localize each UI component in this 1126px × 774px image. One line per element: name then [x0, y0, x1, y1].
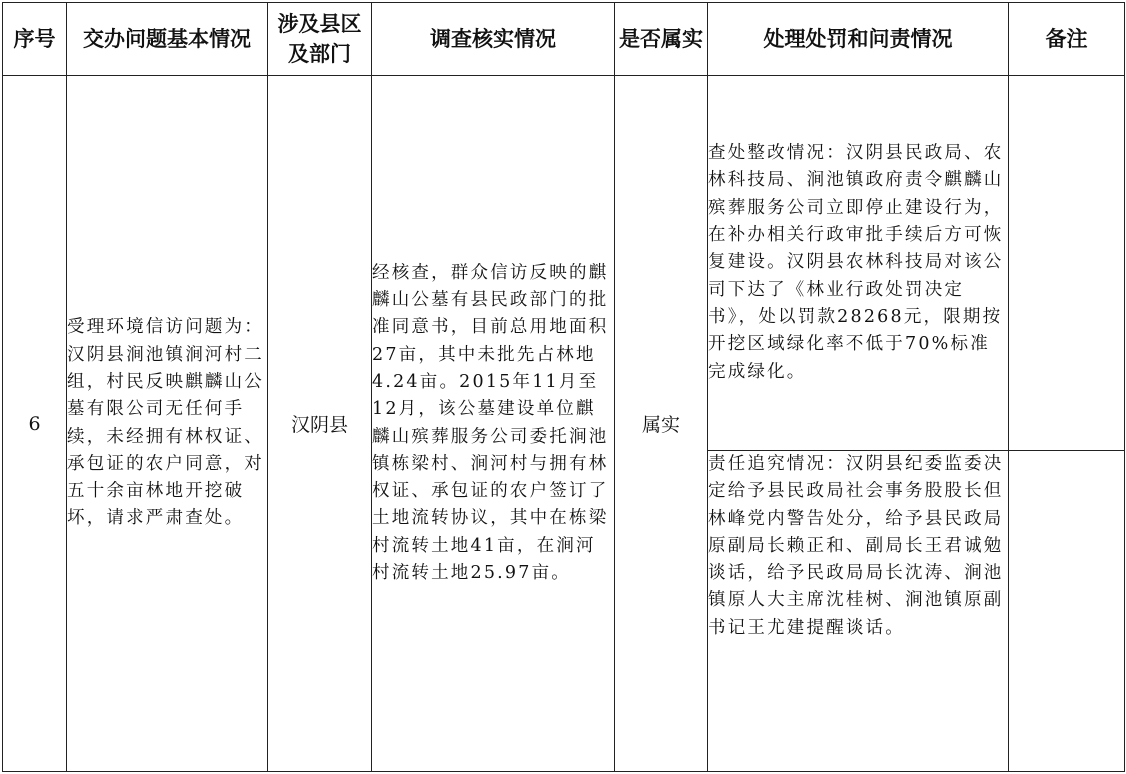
cell-dept: 汉阴县	[268, 76, 372, 772]
header-investigation: 调查核实情况	[372, 3, 615, 76]
cell-accountability: 责任追究情况：汉阴县纪委监委决定给予县民政局社会事务股股长但林峰党内警告处分，给予县民政局原副局长赖正和、副局长王君诚勉谈话，给予民政局局长沈涛、涧池镇原人大主席沈桂树、涧池镇原副书记王尤建提醒谈话。	[708, 451, 1009, 772]
cell-remarks-2	[1009, 451, 1125, 772]
cell-rectification: 查处整改情况：汉阴县民政局、农林科技局、涧池镇政府责令麒麟山殡葬服务公司立即停止建设行为，在补办相关行政审批手续后方可恢复建设。汉阴县农林科技局对该公司下达了《林业行政处罚决定书》，处以罚款28268元，限期按开挖区域绿化率不低于70%标准完成绿化。	[708, 76, 1009, 451]
header-verified: 是否属实	[615, 3, 708, 76]
cell-verified: 属实	[615, 76, 708, 772]
case-table	[2, 2, 1125, 772]
header-remarks: 备注	[1009, 3, 1125, 76]
cell-investigation: 经核查，群众信访反映的麒麟山公墓有县民政部门的批准同意书，目前总用地面积27亩，其中未批先占林地4.24亩。2015年11月至12月，该公墓建设单位麒麟山殡葬服务公司委托涧池镇栋梁村、涧河村与拥有林权证、承包证的农户签订了土地流转协议，其中在栋梁村流转土地41亩，在涧河村流转土地25.97亩。	[372, 76, 615, 772]
cell-seq: 6	[3, 76, 67, 772]
cell-remarks-1	[1009, 76, 1125, 451]
table-row	[3, 76, 1125, 451]
header-row	[3, 3, 1125, 76]
header-problem: 交办问题基本情况	[67, 3, 268, 76]
header-seq: 序号	[3, 3, 67, 76]
header-dept: 涉及县区及部门	[268, 3, 372, 76]
header-handling: 处理处罚和问责情况	[708, 3, 1009, 76]
cell-problem: 受理环境信访问题为：汉阴县涧池镇涧河村二组，村民反映麒麟山公墓有限公司无任何手续，未经拥有林权证、承包证的农户同意，对五十余亩林地开挖破坏，请求严肃查处。	[67, 76, 268, 772]
